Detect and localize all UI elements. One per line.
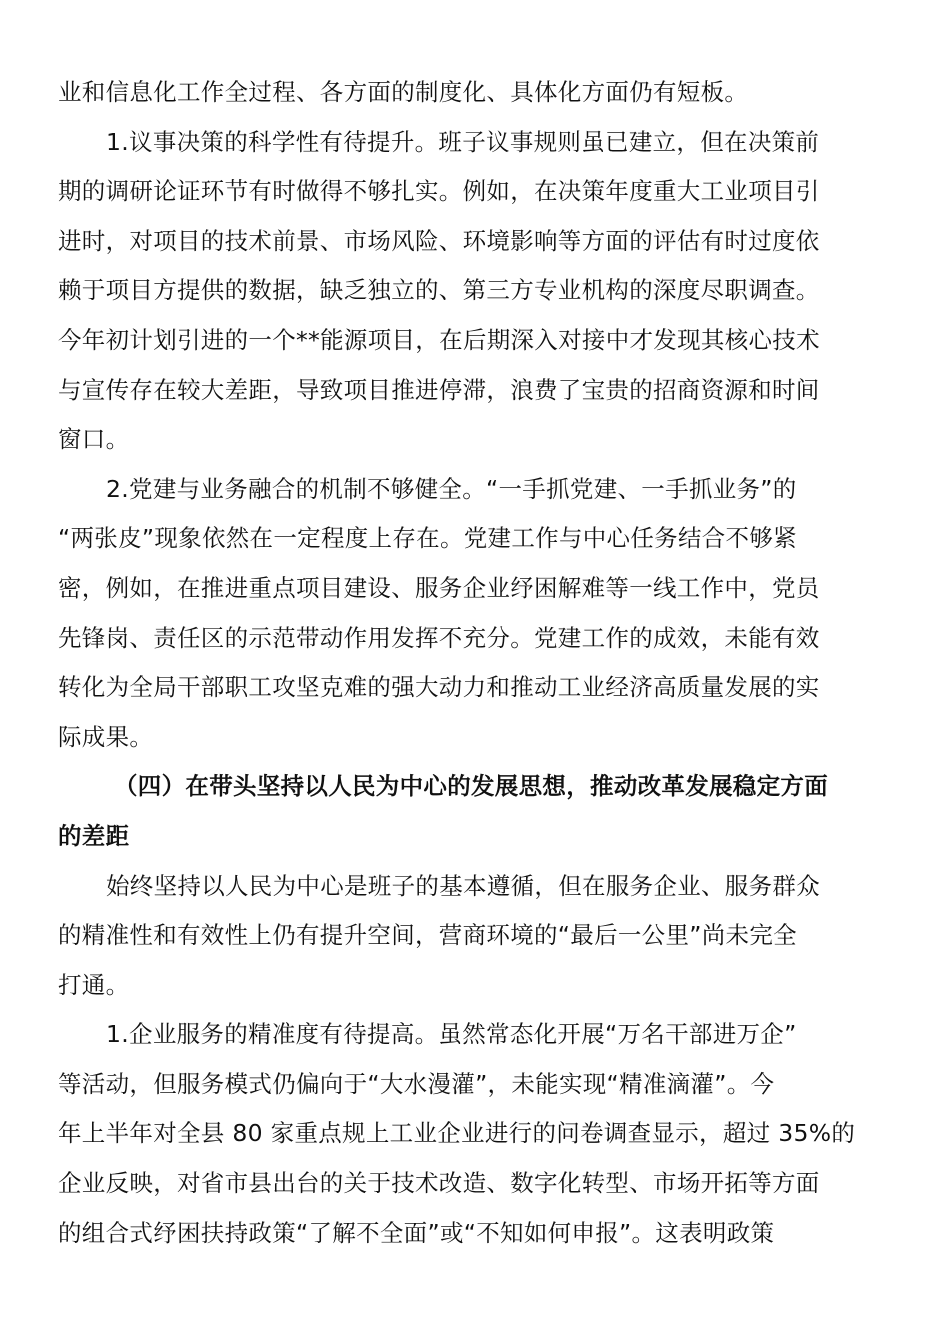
text-line: 今年初计划引进的一个**能源项目，在后期深入对接中才发现其核心技术: [58, 325, 820, 354]
section-heading: [58, 762, 888, 861]
text-line: 年上半年对全县 80 家重点规上工业企业进行的问卷调查显示，超过 35%的: [58, 1119, 856, 1148]
text-line: 窗口。: [58, 425, 130, 454]
text-line: 企业反映，对省市县出台的关于技术改造、数字化转型、市场开拓等方面: [58, 1169, 820, 1198]
text-line: 密，例如，在推进重点项目建设、服务企业纾困解难等一线工作中，党员: [58, 573, 820, 602]
paragraph-people-centered: [58, 862, 888, 1011]
paragraph-party-building: [58, 465, 888, 763]
text-line: 等活动，但服务模式仍偏向于“大水漫灌”，未能实现“精准滴灌”。今: [58, 1069, 775, 1098]
paragraph-continuation: [58, 68, 888, 118]
text-line: 2.党建与业务融合的机制不够健全。“一手抓党建、一手抓业务”的: [106, 474, 797, 503]
paragraph-decision-making: [58, 118, 888, 465]
text-line: 与宣传存在较大差距，导致项目推进停滞，浪费了宝贵的招商资源和时间: [58, 375, 820, 404]
heading-line: 的差距: [58, 821, 130, 850]
text-line: 的组合式纾困扶持政策“了解不全面”或“不知如何申报”。这表明政策: [58, 1218, 775, 1247]
text-line: 期的调研论证环节有时做得不够扎实。例如，在决策年度重大工业项目引: [58, 177, 820, 206]
heading-line: （四）在带头坚持以人民为中心的发展思想，推动改革发展稳定方面: [114, 772, 828, 801]
text-line: 先锋岗、责任区的示范带动作用发挥不充分。党建工作的成效，未能有效: [58, 623, 820, 652]
text-line: 赖于项目方提供的数据，缺乏独立的、第三方专业机构的深度尽职调查。: [58, 276, 820, 305]
document-page: [58, 68, 888, 1258]
text-line: 进时，对项目的技术前景、市场风险、环境影响等方面的评估有时过度依: [58, 226, 820, 255]
text-line: “两张皮”现象依然在一定程度上存在。党建工作与中心任务结合不够紧: [58, 524, 797, 553]
paragraph-enterprise-service: [58, 1010, 888, 1258]
text-line: 打通。: [58, 970, 130, 999]
text-line: 业和信息化工作全过程、各方面的制度化、具体化方面仍有短板。: [58, 78, 749, 106]
text-line: 1.企业服务的精准度有待提高。虽然常态化开展“万名干部进万企”: [106, 1020, 797, 1049]
text-line: 始终坚持以人民为中心是班子的基本遵循，但在服务企业、服务群众: [106, 871, 820, 900]
text-line: 际成果。: [58, 722, 154, 751]
text-line: 转化为全局干部职工攻坚克难的强大动力和推动工业经济高质量发展的实: [58, 673, 820, 702]
text-line: 的精准性和有效性上仍有提升空间，营商环境的“最后一公里”尚未完全: [58, 921, 797, 950]
text-line: 1.议事决策的科学性有待提升。班子议事规则虽已建立，但在决策前: [106, 127, 820, 156]
